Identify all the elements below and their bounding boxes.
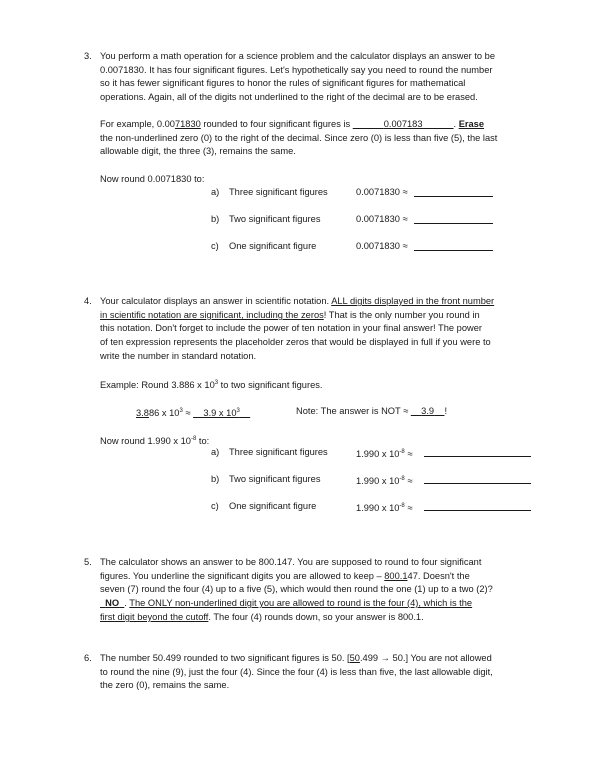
answer-blank: 0.007183 [383,119,423,129]
q3-example-line-1: For example, 0.0071830 rounded to four significant figures is 0.007183 . Erase [100,119,485,129]
answer-input-line[interactable] [424,447,531,457]
answer-input-line[interactable] [424,501,531,511]
q3-line-4: operations. Again, all of the digits not underlined to the right of the decimal are to be erased. [100,92,478,102]
q4-example-label: Example: Round 3.886 x $10^3$ to two significant figures. [100,380,323,391]
answer-input-line[interactable] [414,241,493,251]
q6-line-3: the zero (0), remains the same. [100,680,230,690]
q3-example-line-2: the non-underlined zero (0) to the right of the decimal. Since zero (0) is less than five (5), the last [100,133,498,143]
answer-input-line[interactable] [424,474,531,484]
q3-example-line-3: allowable digit, the three (3), remains the same. [100,146,296,156]
q5-line-4: NO . The ONLY non-underlined digit you are allowed to round is the four (4), which is the [100,597,472,611]
worked-answer: 3.9 x $10^3$ [203,408,240,419]
answer-input-line[interactable] [414,187,493,197]
question-number: 6. [84,653,92,663]
q4-line-5: write the number in standard notation. [100,351,257,361]
q5-line-1: The calculator shows an answer to be 800.147. You are supposed to round to four significant [100,557,482,567]
q4-prompt: Now round 1.990 x $10^{-8}$ to: [100,436,210,447]
q4-line-1: Your calculator displays an answer in scientific notation. ALL digits displayed in the front number [100,296,495,306]
q6-line-1: The number 50.499 rounded to two significant figures is 50. [50.499 → 50.] You are not allowed [100,653,492,663]
q3-prompt: Now round 0.0071830 to: [100,174,205,184]
q6-line-2: to round the nine (9), just the four (4). Since the four (4) is less than five, the last allowable digit, [100,667,493,677]
question-number: 4. [84,296,92,306]
q4-line-3: this notation. Don't forget to include the power of ten notation in your final answer! The power [100,323,482,333]
question-number: 3. [84,51,92,61]
question-number: 5. [84,557,92,567]
q5-line-2: figures. You underline the significant digits you are allowed to keep – 800.147. Doesn't the [100,571,470,581]
answer-input-line[interactable] [414,214,493,224]
q5-line-3: seven (7) round the four (4) up to a five (5), which would then round the one (1) up to a two (2)? [100,584,493,594]
underlined-digits: 71830 [174,119,201,129]
q3-line-3: so it has fewer significant figures to honor the rules of significant figures for mathematical [100,78,466,88]
q3-line-2: 0.0071830. It has four significant figures. Let's hypothetically say you need to round the number [100,65,493,75]
q4-worked-example: 3.886 x $10^3$ ≈ 3.9 x $10^3$ [136,405,250,421]
answer-no: NO [105,598,120,608]
q4-note: Note: The answer is NOT ≈ 3.9 ! [296,406,448,416]
erase-word: Erase [458,119,485,129]
q4-line-2: in scientific notation are significant, including the zeros! That is the only number you round in [100,310,480,320]
q5-line-5: first digit beyond the cutoff. The four (4) rounds down, so your answer is 800.1. [100,612,424,622]
q4-line-4: of ten expression represents the placeholder zeros that would be displayed in full if you were to [100,337,491,347]
q3-line-1: You perform a math operation for a science problem and the calculator displays an answer to be [100,51,495,61]
